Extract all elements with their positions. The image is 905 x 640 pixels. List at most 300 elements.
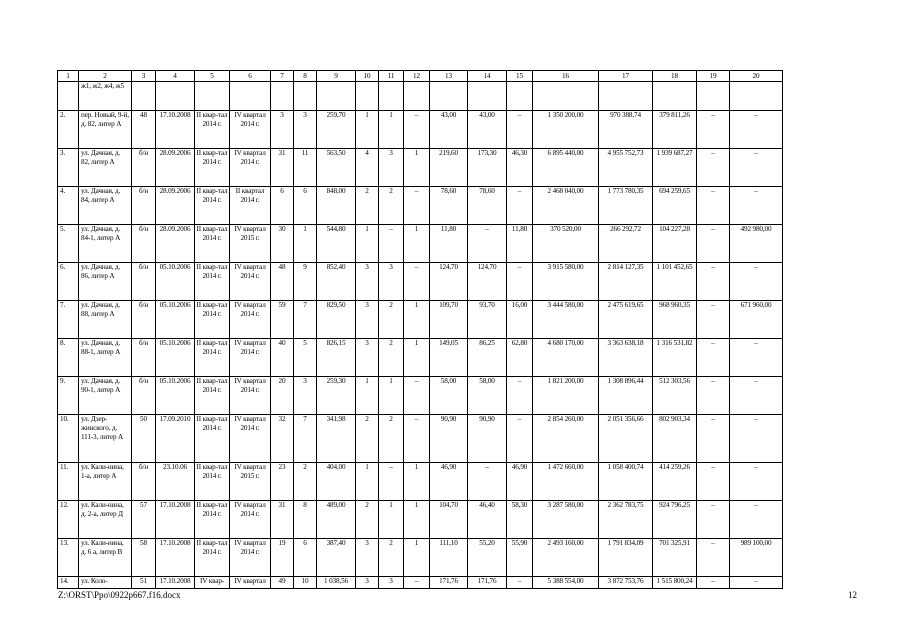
table-row	[58, 377, 783, 415]
column-number: 6	[230, 71, 271, 82]
private-area: –	[507, 377, 533, 415]
rooms-total: 1	[356, 225, 379, 263]
federal-funds	[599, 82, 653, 111]
doc-date: 17.10.2008	[156, 501, 195, 539]
column-number: 7	[271, 71, 294, 82]
residents-relocated: 8	[294, 501, 317, 539]
row-number: 4.	[58, 187, 79, 225]
federal-funds: 3 872 753,76	[599, 577, 653, 589]
rooms-municipal: 3	[379, 263, 404, 301]
end-period: II квартал 2014 г.	[230, 187, 271, 225]
private-area: 55,90	[507, 539, 533, 577]
living-area: 46,90	[430, 463, 468, 501]
row-number	[58, 82, 79, 111]
rooms-municipal	[379, 82, 404, 111]
rooms-municipal: 2	[379, 539, 404, 577]
rooms-private: 1	[404, 501, 430, 539]
area-total: 848,00	[317, 187, 356, 225]
regional-funds: 512 303,56	[653, 377, 697, 415]
private-area: 16,00	[507, 301, 533, 339]
regional-funds: 924 796,25	[653, 501, 697, 539]
local-funds: –	[697, 463, 730, 501]
private-area: 62,80	[507, 339, 533, 377]
rooms-private: –	[404, 377, 430, 415]
doc-number: б/н	[132, 149, 156, 187]
table-row	[58, 111, 783, 149]
rooms-total: 2	[356, 415, 379, 463]
total-cost: 3 287 580,00	[533, 501, 599, 539]
federal-funds: 3 363 638,18	[599, 339, 653, 377]
doc-date: 17.10.2008	[156, 111, 195, 149]
residents-total: 59	[271, 301, 294, 339]
row-number: 14.	[58, 577, 79, 589]
municipal-area: 55,20	[468, 539, 507, 577]
municipal-area: 78,60	[468, 187, 507, 225]
municipal-area: –	[468, 463, 507, 501]
start-period: II квар-тал 2014 г.	[195, 225, 230, 263]
doc-number: 48	[132, 111, 156, 149]
private-area: –	[507, 111, 533, 149]
regional-funds: 1 101 452,65	[653, 263, 697, 301]
rooms-municipal: 3	[379, 149, 404, 187]
residents-total: 19	[271, 539, 294, 577]
column-number: 1	[58, 71, 79, 82]
area-total: 341,98	[317, 415, 356, 463]
row-number: 9.	[58, 377, 79, 415]
end-period: IV квартал 2015 г.	[230, 225, 271, 263]
column-number-row	[58, 71, 783, 82]
area-total: 259,70	[317, 111, 356, 149]
extra-funds: –	[730, 377, 783, 415]
residents-relocated: 3	[294, 377, 317, 415]
living-area: 111,10	[430, 539, 468, 577]
start-period: II квар-тал 2014 г.	[195, 339, 230, 377]
rooms-total: 1	[356, 463, 379, 501]
rooms-total: 2	[356, 187, 379, 225]
municipal-area: 43,00	[468, 111, 507, 149]
column-number: 11	[379, 71, 404, 82]
table-row	[58, 149, 783, 187]
private-area: –	[507, 187, 533, 225]
address: ул. Дачная, д. 88, литер А	[79, 301, 132, 339]
address: ул. Дачная, д. 84-1, литер А	[79, 225, 132, 263]
area-total	[317, 82, 356, 111]
rooms-private: 1	[404, 301, 430, 339]
address: ул. Кали-нина, 1-а, литер А	[79, 463, 132, 501]
residents-total: 30	[271, 225, 294, 263]
rooms-total: 3	[356, 577, 379, 589]
regional-funds: 1 316 531,82	[653, 339, 697, 377]
residents-total	[271, 82, 294, 111]
start-period: II квар-тал 2014 г.	[195, 301, 230, 339]
area-total: 829,50	[317, 301, 356, 339]
private-area: 58,30	[507, 501, 533, 539]
extra-funds: 989 100,00	[730, 539, 783, 577]
rooms-municipal: 1	[379, 377, 404, 415]
address: ул. Дзер-жинского, д. 111-3, литер А	[79, 415, 132, 463]
extra-funds: –	[730, 111, 783, 149]
rooms-municipal: 3	[379, 577, 404, 589]
doc-number: б/н	[132, 263, 156, 301]
row-number: 3.	[58, 149, 79, 187]
rooms-private: 1	[404, 149, 430, 187]
private-area: 46,90	[507, 463, 533, 501]
living-area: 90,90	[430, 415, 468, 463]
residents-relocated: 10	[294, 577, 317, 589]
rooms-municipal: 2	[379, 415, 404, 463]
federal-funds: 1 791 834,09	[599, 539, 653, 577]
area-total: 563,50	[317, 149, 356, 187]
doc-date: 05.10.2006	[156, 377, 195, 415]
regional-funds	[653, 82, 697, 111]
extra-funds: 671 960,00	[730, 301, 783, 339]
start-period: II квар-тал 2014 г.	[195, 263, 230, 301]
residents-total: 40	[271, 339, 294, 377]
address: ул. Дачная, д. 86, литер А	[79, 263, 132, 301]
federal-funds: 4 955 752,73	[599, 149, 653, 187]
column-number: 18	[653, 71, 697, 82]
residents-relocated: 1	[294, 225, 317, 263]
column-number: 20	[730, 71, 783, 82]
table-row	[58, 187, 783, 225]
municipal-area	[468, 82, 507, 111]
doc-date: 28.09.2006	[156, 187, 195, 225]
end-period: IV квартал 2015 г.	[230, 463, 271, 501]
local-funds: –	[697, 187, 730, 225]
doc-number: 51	[132, 577, 156, 589]
column-number: 19	[697, 71, 730, 82]
start-period: IV квар-	[195, 577, 230, 589]
regional-funds: 694 259,65	[653, 187, 697, 225]
living-area: 43,00	[430, 111, 468, 149]
living-area: 11,80	[430, 225, 468, 263]
regional-funds: 1 939 687,27	[653, 149, 697, 187]
column-number: 15	[507, 71, 533, 82]
residents-relocated: 7	[294, 415, 317, 463]
federal-funds: 1 773 780,35	[599, 187, 653, 225]
living-area: 219,60	[430, 149, 468, 187]
municipal-area: –	[468, 225, 507, 263]
doc-number: б/н	[132, 301, 156, 339]
living-area: 78,60	[430, 187, 468, 225]
residents-total: 31	[271, 501, 294, 539]
living-area: 124,70	[430, 263, 468, 301]
row-number: 2.	[58, 111, 79, 149]
doc-date: 05.10.2006	[156, 339, 195, 377]
row-number: 12.	[58, 501, 79, 539]
table-row	[58, 577, 783, 589]
end-period: IV квартал 2014 г.	[230, 539, 271, 577]
table-row	[58, 263, 783, 301]
column-number: 14	[468, 71, 507, 82]
local-funds: –	[697, 301, 730, 339]
federal-funds: 1 308 896,44	[599, 377, 653, 415]
rooms-municipal: 2	[379, 339, 404, 377]
total-cost: 370 520,00	[533, 225, 599, 263]
document-path: Z:\ORST\Ppo\0922p667.f16.docx	[58, 590, 181, 600]
residents-total: 20	[271, 377, 294, 415]
residents-total: 31	[271, 149, 294, 187]
rooms-private: –	[404, 577, 430, 589]
start-period: II квар-тал 2014 г.	[195, 187, 230, 225]
doc-number	[132, 82, 156, 111]
regional-funds: 701 325,91	[653, 539, 697, 577]
rooms-total: 1	[356, 111, 379, 149]
end-period: IV квартал 2014 г.	[230, 111, 271, 149]
rooms-municipal: 2	[379, 187, 404, 225]
area-total: 489,00	[317, 501, 356, 539]
residents-total: 48	[271, 263, 294, 301]
doc-number: 50	[132, 415, 156, 463]
total-cost: 2 468 040,00	[533, 187, 599, 225]
end-period	[230, 82, 271, 111]
extra-funds	[730, 82, 783, 111]
column-number: 5	[195, 71, 230, 82]
column-number: 3	[132, 71, 156, 82]
total-cost: 5 388 554,00	[533, 577, 599, 589]
federal-funds: 2 051 356,66	[599, 415, 653, 463]
rooms-private: 1	[404, 225, 430, 263]
local-funds	[697, 82, 730, 111]
federal-funds: 2 362 783,75	[599, 501, 653, 539]
table-row	[58, 539, 783, 577]
private-area: –	[507, 577, 533, 589]
area-total: 259,30	[317, 377, 356, 415]
address: ул. Коло-	[79, 577, 132, 589]
local-funds: –	[697, 539, 730, 577]
area-total: 387,40	[317, 539, 356, 577]
residents-relocated: 6	[294, 539, 317, 577]
address: ул. Кали-нина, д. 2-а, литер Д	[79, 501, 132, 539]
area-total: 1 038,56	[317, 577, 356, 589]
area-total: 852,40	[317, 263, 356, 301]
extra-funds: –	[730, 263, 783, 301]
residents-relocated	[294, 82, 317, 111]
column-number: 10	[356, 71, 379, 82]
rooms-municipal: 1	[379, 111, 404, 149]
column-number: 12	[404, 71, 430, 82]
total-cost: 6 895 440,00	[533, 149, 599, 187]
column-number: 2	[79, 71, 132, 82]
local-funds: –	[697, 577, 730, 589]
federal-funds: 2 814 127,35	[599, 263, 653, 301]
total-cost: 1 821 200,00	[533, 377, 599, 415]
private-area	[507, 82, 533, 111]
doc-date: 17.10.2008	[156, 539, 195, 577]
regional-funds: 802 903,34	[653, 415, 697, 463]
doc-number: 58	[132, 539, 156, 577]
start-period: II квар-тал 2014 г.	[195, 501, 230, 539]
doc-number: б/н	[132, 463, 156, 501]
doc-date: 17.09.2010	[156, 415, 195, 463]
table-row	[58, 339, 783, 377]
row-number: 7.	[58, 301, 79, 339]
housing-program-table	[57, 70, 783, 589]
rooms-total: 3	[356, 263, 379, 301]
local-funds: –	[697, 225, 730, 263]
end-period: IV квартал 2014 г.	[230, 149, 271, 187]
total-cost: 2 493 160,00	[533, 539, 599, 577]
total-cost	[533, 82, 599, 111]
doc-date: 17.10.2008	[156, 577, 195, 589]
doc-date: 23.10.06	[156, 463, 195, 501]
living-area	[430, 82, 468, 111]
private-area: –	[507, 415, 533, 463]
total-cost: 1 472 660,00	[533, 463, 599, 501]
extra-funds: –	[730, 463, 783, 501]
start-period: II квар-тал 2014 г.	[195, 415, 230, 463]
rooms-municipal: 1	[379, 501, 404, 539]
total-cost: 4 680 170,00	[533, 339, 599, 377]
residents-total: 49	[271, 577, 294, 589]
local-funds: –	[697, 377, 730, 415]
rooms-private: 1	[404, 339, 430, 377]
federal-funds: 2 475 619,65	[599, 301, 653, 339]
federal-funds: 1 058 400,74	[599, 463, 653, 501]
municipal-area: 58,00	[468, 377, 507, 415]
area-total: 826,15	[317, 339, 356, 377]
end-period: IV квартал 2014 г.	[230, 415, 271, 463]
area-total: 544,80	[317, 225, 356, 263]
row-number: 13.	[58, 539, 79, 577]
rooms-municipal: 2	[379, 301, 404, 339]
residents-relocated: 6	[294, 187, 317, 225]
address: ул. Дачная, д. 88-1, литер А	[79, 339, 132, 377]
start-period: II квар-тал 2014 г.	[195, 539, 230, 577]
address: ул. Дачная, д. 90-1, литер А	[79, 377, 132, 415]
end-period: IV квартал 2014 г.	[230, 263, 271, 301]
residents-total: 3	[271, 111, 294, 149]
rooms-total: 3	[356, 539, 379, 577]
rooms-private: –	[404, 111, 430, 149]
living-area: 104,70	[430, 501, 468, 539]
extra-funds: –	[730, 149, 783, 187]
rooms-total: 4	[356, 149, 379, 187]
row-number: 10.	[58, 415, 79, 463]
living-area: 109,70	[430, 301, 468, 339]
municipal-area: 46,40	[468, 501, 507, 539]
page-number: 12	[848, 590, 857, 600]
residents-total: 32	[271, 415, 294, 463]
local-funds: –	[697, 111, 730, 149]
local-funds: –	[697, 263, 730, 301]
living-area: 58,00	[430, 377, 468, 415]
column-number: 4	[156, 71, 195, 82]
column-number: 9	[317, 71, 356, 82]
column-number: 16	[533, 71, 599, 82]
start-period: II квар-тал 2014 г.	[195, 111, 230, 149]
regional-funds: 968 960,35	[653, 301, 697, 339]
rooms-private	[404, 82, 430, 111]
regional-funds: 104 227,28	[653, 225, 697, 263]
address: ж1, ж2, ж4, ж5	[79, 82, 132, 111]
total-cost: 3 915 580,00	[533, 263, 599, 301]
start-period: II квар-тал 2014 г.	[195, 463, 230, 501]
column-number: 8	[294, 71, 317, 82]
start-period: II квар-тал 2014 г.	[195, 149, 230, 187]
rooms-private: –	[404, 415, 430, 463]
column-number: 13	[430, 71, 468, 82]
local-funds: –	[697, 339, 730, 377]
total-cost: 1 350 200,00	[533, 111, 599, 149]
regional-funds: 414 259,26	[653, 463, 697, 501]
rooms-total: 3	[356, 339, 379, 377]
municipal-area: 86,25	[468, 339, 507, 377]
doc-number: 57	[132, 501, 156, 539]
residents-relocated: 3	[294, 111, 317, 149]
table-row	[58, 463, 783, 501]
rooms-total: 1	[356, 377, 379, 415]
extra-funds: 492 980,00	[730, 225, 783, 263]
living-area: 171,76	[430, 577, 468, 589]
doc-date: 28.09.2006	[156, 149, 195, 187]
extra-funds: –	[730, 577, 783, 589]
address: пер. Новый, 9-й, д. 82, литер А	[79, 111, 132, 149]
local-funds: –	[697, 415, 730, 463]
federal-funds: 970 388,74	[599, 111, 653, 149]
private-area: –	[507, 263, 533, 301]
table-row	[58, 82, 783, 111]
rooms-private: 1	[404, 463, 430, 501]
residents-relocated: 2	[294, 463, 317, 501]
private-area: 11,80	[507, 225, 533, 263]
doc-date	[156, 82, 195, 111]
doc-number: б/н	[132, 187, 156, 225]
end-period: IV квартал 2014 г.	[230, 377, 271, 415]
table-row	[58, 415, 783, 463]
row-number: 6.	[58, 263, 79, 301]
rooms-private: –	[404, 263, 430, 301]
residents-relocated: 5	[294, 339, 317, 377]
rooms-private: 1	[404, 539, 430, 577]
doc-number: б/н	[132, 377, 156, 415]
total-cost: 3 444 580,00	[533, 301, 599, 339]
rooms-municipal: –	[379, 463, 404, 501]
residents-relocated: 9	[294, 263, 317, 301]
municipal-area: 90,90	[468, 415, 507, 463]
rooms-municipal: –	[379, 225, 404, 263]
end-period: IV квартал	[230, 577, 271, 589]
column-number: 17	[599, 71, 653, 82]
residents-total: 23	[271, 463, 294, 501]
rooms-private: –	[404, 187, 430, 225]
federal-funds: 266 292,72	[599, 225, 653, 263]
rooms-total	[356, 82, 379, 111]
table-row	[58, 301, 783, 339]
regional-funds: 379 811,26	[653, 111, 697, 149]
start-period: II квар-тал 2014 г.	[195, 377, 230, 415]
address: ул. Дачная, д. 82, литер А	[79, 149, 132, 187]
extra-funds: –	[730, 339, 783, 377]
municipal-area: 173,30	[468, 149, 507, 187]
table-row	[58, 225, 783, 263]
doc-number: б/н	[132, 339, 156, 377]
extra-funds: –	[730, 187, 783, 225]
residents-total: 6	[271, 187, 294, 225]
local-funds: –	[697, 501, 730, 539]
residents-relocated: 11	[294, 149, 317, 187]
municipal-area: 124,70	[468, 263, 507, 301]
extra-funds: –	[730, 501, 783, 539]
private-area: 46,30	[507, 149, 533, 187]
start-period	[195, 82, 230, 111]
table-row	[58, 501, 783, 539]
end-period: IV квартал 2014 г.	[230, 339, 271, 377]
row-number: 11.	[58, 463, 79, 501]
address: ул. Дачная, д. 84, литер А	[79, 187, 132, 225]
row-number: 5.	[58, 225, 79, 263]
address: ул. Кали-нина, д. 6 а, литер В	[79, 539, 132, 577]
